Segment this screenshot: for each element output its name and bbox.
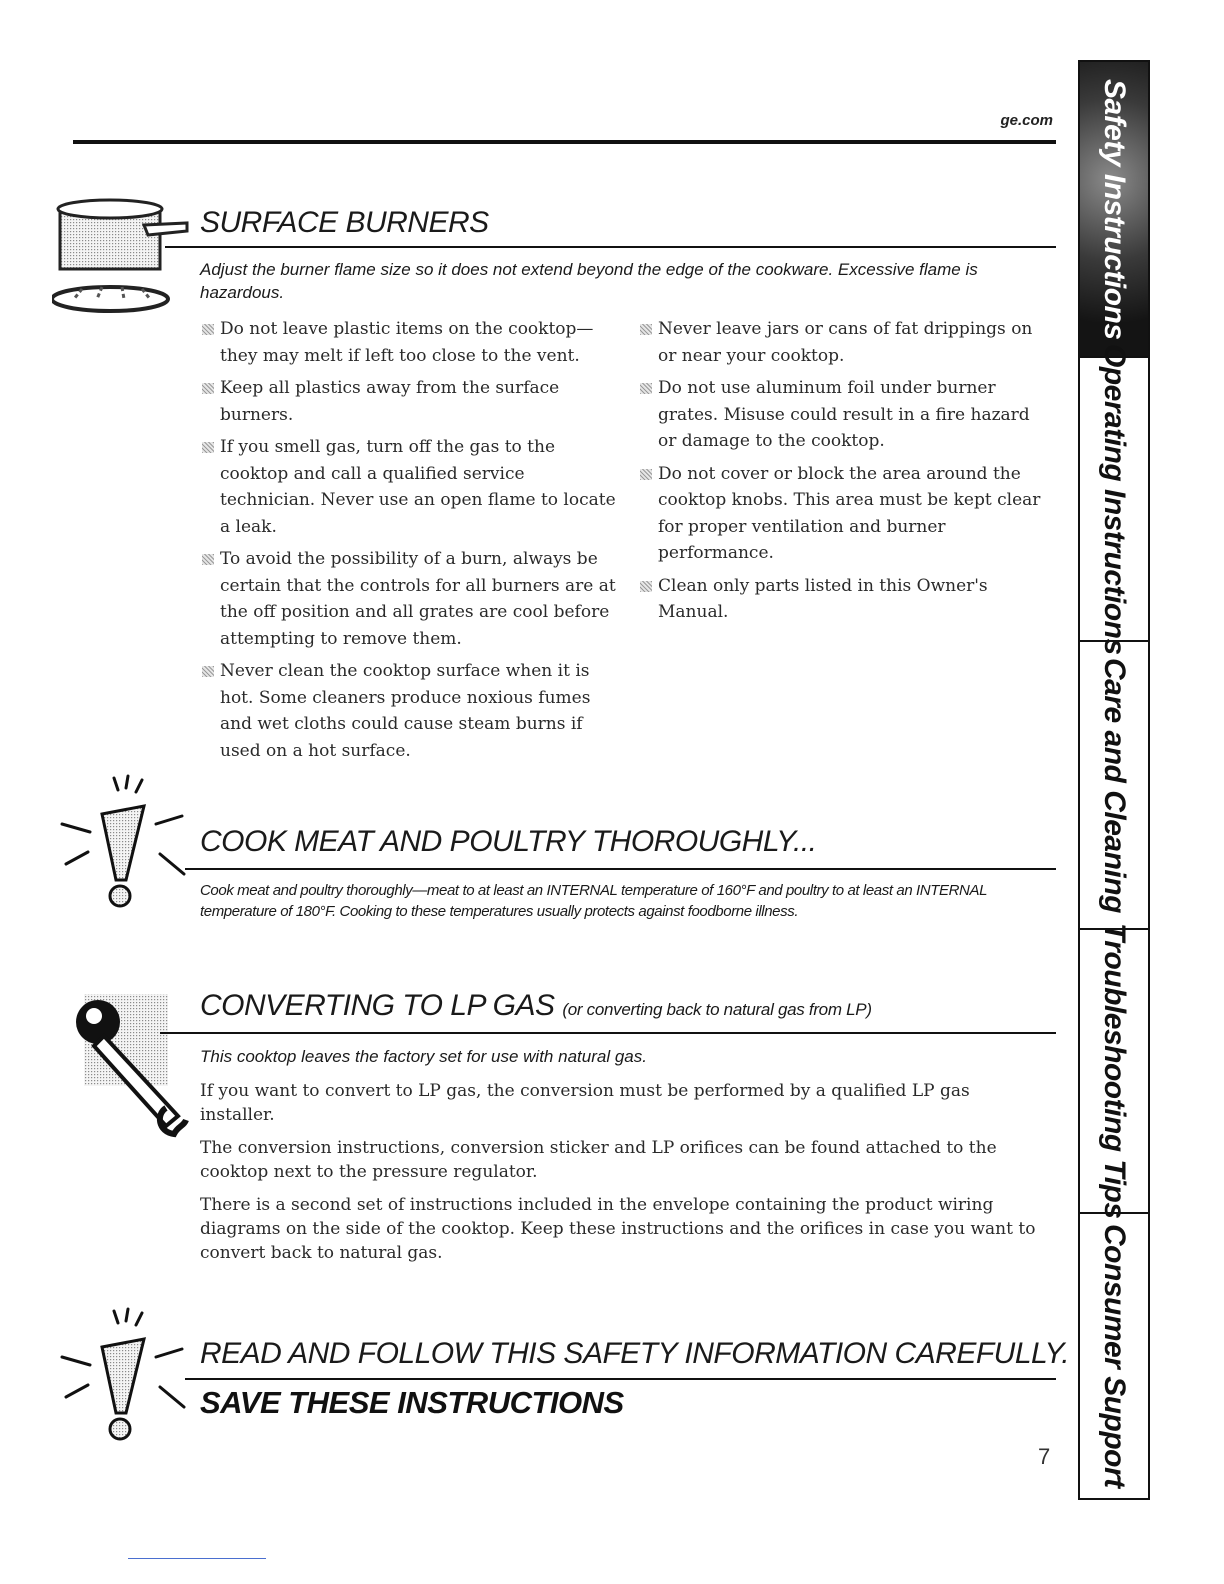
section-title-surface-burners: SURFACE BURNERS xyxy=(200,206,489,239)
side-tab-strip xyxy=(1078,60,1150,1500)
lp-gas-paragraph-1: If you want to convert to LP gas, the conversion must be performed by a qualified LP gas installer. xyxy=(200,1081,970,1125)
bullet-icon xyxy=(202,442,214,453)
list-item: To avoid the possibility of a burn, always be certain that the controls for all burners are at the off position and all grates are cool before attempting to remove them. xyxy=(200,546,620,652)
wrench-icon xyxy=(70,990,195,1140)
list-item: Do not use aluminum foil under burner grates. Misuse could result in a fire hazard or damage to the cooktop. xyxy=(638,375,1053,455)
surface-burners-right-list xyxy=(638,316,1053,632)
tab-troubleshooting-tips[interactable]: Troubleshooting Tips xyxy=(1080,930,1148,1214)
tab-safety-instructions[interactable]: Safety Instructions xyxy=(1080,62,1148,358)
bullet-icon xyxy=(640,469,652,480)
bullet-icon xyxy=(202,666,214,677)
bullet-icon xyxy=(640,383,652,394)
site-url: ge.com xyxy=(1000,112,1053,129)
footer-link-line xyxy=(128,1558,266,1559)
lp-gas-paragraph-3: There is a second set of instructions included in the envelope containing the product wiring diagrams on the side of the cooktop. Keep these instructions and the orifices in case you want to convert back to natural gas. xyxy=(200,1195,1036,1263)
bullet-icon xyxy=(640,581,652,592)
list-item: If you smell gas, turn off the gas to the cooktop and call a qualified service technician. Never use an open flame to locate a leak. xyxy=(200,434,620,540)
lp-gas-paragraph-2: The conversion instructions, conversion sticker and LP orifices can be found attached to the cooktop next to the pressure regulator. xyxy=(200,1138,997,1182)
section-rule-surface-burners xyxy=(165,246,1056,248)
list-item: Never leave jars or cans of fat drippings on or near your cooktop. xyxy=(638,316,1053,369)
tab-care-and-cleaning[interactable]: Care and Cleaning xyxy=(1080,642,1148,930)
list-item: Do not leave plastic items on the cooktop—they may melt if left too close to the vent. xyxy=(200,316,620,369)
section-title-read-follow: READ AND FOLLOW THIS SAFETY INFORMATION CAREFULLY. xyxy=(200,1337,1070,1370)
warning-exclamation-icon xyxy=(56,772,191,912)
section-rule-lp-gas xyxy=(160,1032,1056,1034)
warning-exclamation-icon xyxy=(56,1305,191,1445)
bullet-icon xyxy=(202,383,214,394)
surface-burners-lead: Adjust the burner flame size so it does not extend beyond the edge of the cookware. Excessive flame is hazardous. xyxy=(200,260,978,302)
bullet-icon xyxy=(202,554,214,565)
list-item: Do not cover or block the area around the cooktop knobs. This area must be kept clear for proper ventilation and burner performance. xyxy=(638,461,1053,567)
section-rule-read-follow xyxy=(185,1378,1056,1380)
bullet-icon xyxy=(640,324,652,335)
section-title-cook-meat: COOK MEAT AND POULTRY THOROUGHLY... xyxy=(200,825,817,858)
list-item: Clean only parts listed in this Owner's Manual. xyxy=(638,573,1053,626)
lp-gas-subtitle: (or converting back to natural gas from LP) xyxy=(562,1000,872,1019)
section-title-lp-gas: CONVERTING TO LP GAS (or converting back to natural gas from LP) xyxy=(200,989,872,1022)
tab-consumer-support[interactable]: Consumer Support xyxy=(1098,1224,1131,1488)
list-item: Never clean the cooktop surface when it is hot. Some cleaners produce noxious fumes and wet cloths could cause steam burns if used on a hot surface. xyxy=(200,658,620,764)
header-rule xyxy=(73,140,1056,144)
bullet-icon xyxy=(202,324,214,335)
lp-gas-lead: This cooktop leaves the factory set for use with natural gas. xyxy=(200,1047,647,1066)
page-number: 7 xyxy=(1038,1444,1051,1469)
section-rule-cook-meat xyxy=(185,868,1056,870)
save-instructions-heading: SAVE THESE INSTRUCTIONS xyxy=(200,1385,624,1420)
list-item: Keep all plastics away from the surface burners. xyxy=(200,375,620,428)
tab-operating-instructions[interactable]: Operating Instructions xyxy=(1080,358,1148,642)
cook-meat-lead: Cook meat and poultry thoroughly—meat to at least an INTERNAL temperature of 160°F and poultry to at least an INTERNAL temperature of 180°F. Cooking to these temperatures usually protects against foodborne illness. xyxy=(200,882,987,920)
cookware-pot-icon xyxy=(52,195,192,325)
surface-burners-left-list xyxy=(200,316,620,770)
